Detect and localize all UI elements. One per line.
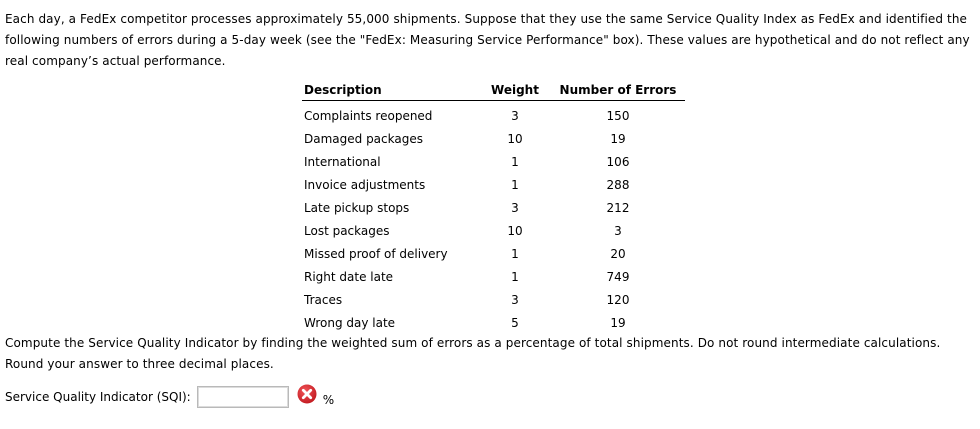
- row-description: Missed proof of delivery: [304, 246, 448, 261]
- table-row: [302, 219, 685, 242]
- table-header-row: [302, 80, 685, 101]
- row-description: International: [304, 154, 381, 169]
- header-errors: Number of Errors: [551, 80, 685, 101]
- table-row: [302, 127, 685, 150]
- table-row: [302, 196, 685, 219]
- row-errors: 106: [606, 154, 630, 169]
- sqi-answer-input[interactable]: [197, 386, 289, 408]
- errors-table: [302, 80, 685, 334]
- row-weight: 5: [511, 315, 519, 330]
- header-description: Description: [302, 80, 479, 101]
- row-description: Wrong day late: [304, 315, 396, 330]
- table-row: [302, 173, 685, 196]
- problem-intro: Each day, a FedEx competitor processes approximately 55,000 shipments. Suppose that they use the same Service Quality Index as FedEx and identified the following numbers of errors during a 5-day week (see the "FedEx: Measuring Service Performance" box). These values are hypothetical and do not reflect any real company’s actual performance.: [5, 12, 970, 68]
- row-description: Damaged packages: [304, 131, 423, 146]
- row-errors: 19: [610, 131, 626, 146]
- header-weight: Weight: [479, 80, 551, 101]
- table-row: [302, 101, 685, 128]
- question-prompt: Compute the Service Quality Indicator by finding the weighted sum of errors as a percentage of total shipments. Do not round intermediate calculations. Round your answer to three decimal places.: [5, 336, 941, 371]
- percent-unit: %: [322, 393, 335, 407]
- row-weight: 10: [507, 223, 523, 238]
- row-description: Complaints reopened: [304, 108, 433, 123]
- row-weight: 1: [511, 177, 519, 192]
- table-row: [302, 288, 685, 311]
- row-weight: 1: [511, 246, 519, 261]
- row-description: Lost packages: [304, 223, 390, 238]
- sqi-label: Service Quality Indicator (SQI):: [5, 390, 191, 404]
- answer-row: [5, 385, 334, 409]
- table-row: [302, 150, 685, 173]
- row-errors: 749: [606, 269, 630, 284]
- row-description: Traces: [304, 292, 343, 307]
- row-errors: 19: [610, 315, 626, 330]
- row-errors: 3: [614, 223, 622, 238]
- row-description: Late pickup stops: [304, 200, 410, 215]
- row-weight: 3: [511, 200, 519, 215]
- row-weight: 10: [507, 131, 523, 146]
- row-weight: 1: [511, 154, 519, 169]
- table-row: [302, 311, 685, 334]
- row-description: Right date late: [304, 269, 394, 284]
- row-weight: 3: [511, 292, 519, 307]
- row-description: Invoice adjustments: [304, 177, 426, 192]
- row-errors: 20: [610, 246, 626, 261]
- table-row: [302, 242, 685, 265]
- row-errors: 120: [606, 292, 630, 307]
- row-weight: 1: [511, 269, 519, 284]
- row-errors: 288: [606, 177, 630, 192]
- table-row: [302, 265, 685, 288]
- row-weight: 3: [511, 108, 519, 123]
- incorrect-x-icon: [297, 384, 317, 404]
- row-errors: 212: [606, 200, 630, 215]
- row-errors: 150: [606, 108, 630, 123]
